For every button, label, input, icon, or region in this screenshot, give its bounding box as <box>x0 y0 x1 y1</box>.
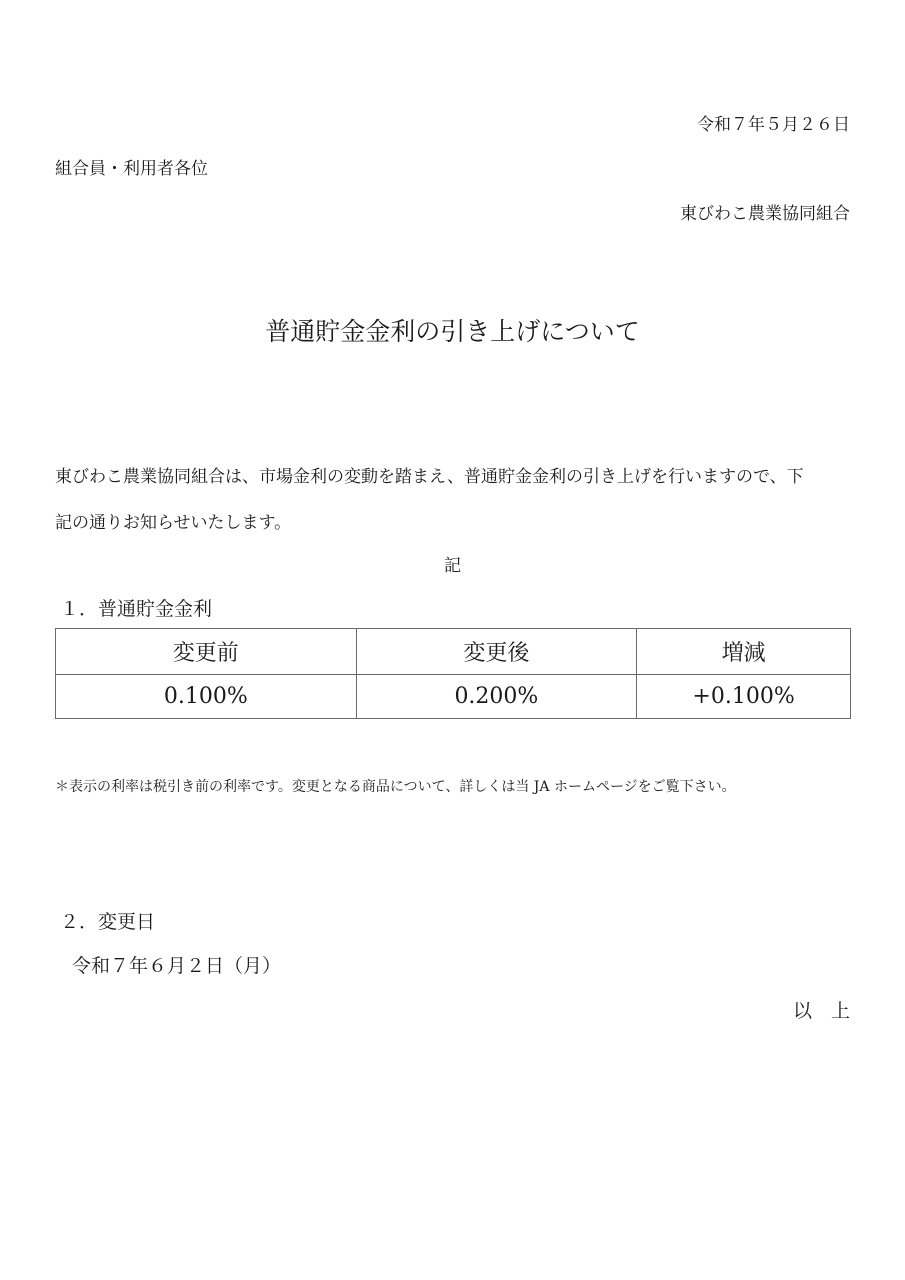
footnote: ＊表示の利率は税引き前の利率です。変更となる商品について、詳しくは当 JA ホームページをご覧下さい。 <box>55 779 736 795</box>
ki-marker: 記 <box>444 556 461 576</box>
document-date: 令和７年５月２６日 <box>697 115 850 135</box>
document-title: 普通貯金金利の引き上げについて <box>265 317 640 346</box>
interest-rate-table <box>55 628 851 719</box>
issuer-organization: 東びわこ農業協同組合 <box>680 204 850 224</box>
header-difference: 増減 <box>637 629 851 675</box>
table-row <box>56 675 851 719</box>
value-after-change: 0.200% <box>356 675 637 719</box>
recipient-line: 組合員・利用者各位 <box>55 159 208 179</box>
body-text-line-2: 記の通りお知らせいたします。 <box>55 513 292 533</box>
header-before-change: 変更前 <box>56 629 357 675</box>
section-2-heading: ２．変更日 <box>60 911 156 933</box>
value-before-change: 0.100% <box>56 675 357 719</box>
section-1-heading: １．普通貯金金利 <box>60 598 213 620</box>
header-after-change: 変更後 <box>356 629 637 675</box>
change-date: 令和７年６月２日（月） <box>72 955 282 977</box>
closing-mark: 以 上 <box>792 1000 850 1022</box>
body-text-line-1: 東びわこ農業協同組合は、市場金利の変動を踏まえ、普通貯金金利の引き上げを行いますので、下 <box>55 467 804 487</box>
table-header-row <box>56 629 851 675</box>
value-difference: +0.100% <box>637 675 851 719</box>
